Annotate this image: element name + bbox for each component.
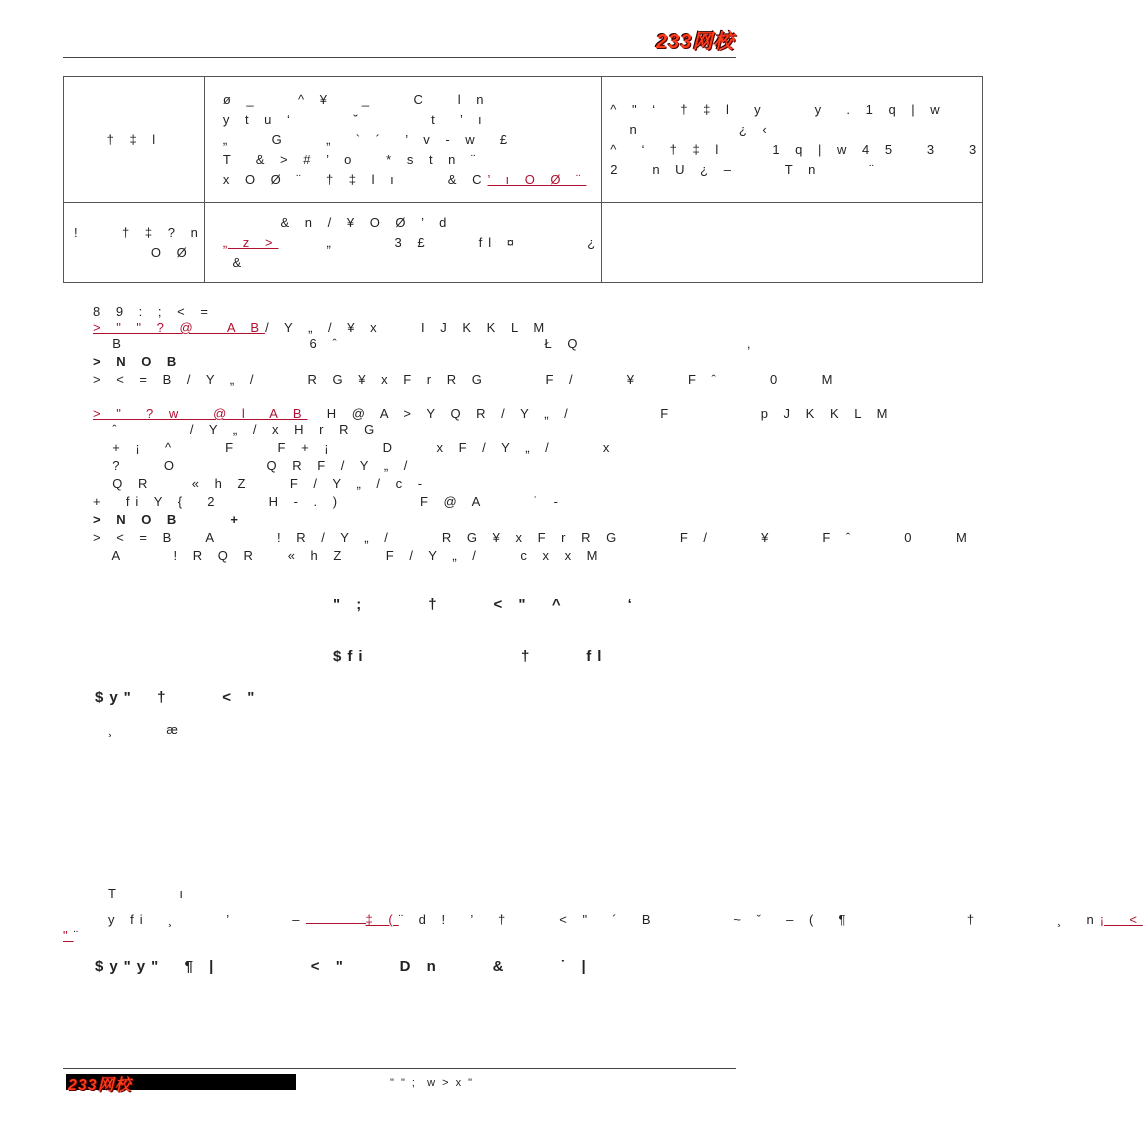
body-line: + ¡ ^ F F + ¡ D x F / Y „ / x <box>93 440 616 455</box>
subsection-heading: $y" † < " <box>95 689 261 706</box>
table-cell <box>204 203 601 283</box>
body-text: y fi ¸ ’ – <box>108 912 306 927</box>
body-link[interactable]: ‡ ( <box>365 912 399 927</box>
table-cell-line: O Ø <box>74 244 193 260</box>
body-line: + fi Y { 2 H - . ) F @ A ˙ - <box>93 494 564 509</box>
subsection-heading: $y"y" ¶ | < " D n & ˙ | <box>95 958 592 975</box>
body-line: A ! R Q R « h Z F / Y „ / c x x M <box>93 548 604 563</box>
table-link[interactable]: „ z > <box>222 234 279 250</box>
table-cell-line <box>223 170 601 190</box>
body-line <box>93 406 893 422</box>
table-row <box>64 203 983 283</box>
section-heading: $fi † fl <box>333 648 608 665</box>
table-cell <box>602 203 983 283</box>
table-cell-line: „ G „ ` ´ ’ v - w £ <box>222 131 514 147</box>
table-cell-line: ! † ‡ ? n <box>74 224 204 240</box>
table-cell-line: n ¿ ‹ <box>610 121 773 137</box>
blank-underline <box>306 923 366 924</box>
header-rule <box>63 57 736 58</box>
table-cell <box>602 77 983 203</box>
subsection-note: ¸ æ <box>108 722 184 737</box>
body-text: H @ A > Y Q R / Y „ / F p J K K L M <box>307 406 894 421</box>
body-line: Q R « h Z F / Y „ / c - <box>93 476 429 491</box>
body-text: ¨ <box>73 928 84 943</box>
body-line: ? O Q R F / Y „ / <box>93 458 414 473</box>
body-line: > < = B / Y „ / R G ¥ x F r R G F / ¥ F ˆ 0 M <box>93 372 839 387</box>
table-row <box>64 77 983 203</box>
table-cell-text: x O Ø ¨ † ‡ l ı & C <box>222 171 488 187</box>
table-cell-line <box>223 233 601 253</box>
table-cell-line: & <box>222 254 248 270</box>
body-line: > N O B + <box>93 512 244 527</box>
footer-rule <box>63 1068 736 1069</box>
page-number: " " ; w > x " <box>390 1077 475 1089</box>
body-line: > < = B A ! R / Y „ / R G ¥ x F r R G F / ¥ F ˆ 0 M <box>93 530 973 545</box>
info-table <box>63 76 983 283</box>
body-link[interactable]: ¡ < <box>1099 912 1143 927</box>
body-line: 8 9 : ; < = <box>93 304 214 319</box>
footer-logo: 233网校 <box>68 1077 132 1094</box>
body-link[interactable]: > " ? w @ l A B <box>93 406 308 421</box>
body-line: B 6 ˆ Ł Q , <box>93 336 757 351</box>
table-cell-line: & n / ¥ O Ø ’ d <box>222 214 453 230</box>
header-logo: 233网校 <box>656 31 735 53</box>
body-text: / Y „ / ¥ x I J K K L M <box>265 320 551 335</box>
table-link[interactable]: ’ ı O Ø ¨ <box>487 171 587 187</box>
body-line <box>93 320 550 336</box>
table-cell-text: † ‡ l <box>106 131 162 147</box>
body-line <box>63 928 84 944</box>
table-cell-line: T & > # ’ o * s t n ¨ <box>222 151 482 167</box>
table-cell-line: ø _ ^ ¥ _ C l n <box>222 91 490 107</box>
table-cell <box>64 77 205 203</box>
table-cell-text: „ 3 £ fl ¤ ¿ <box>278 234 602 250</box>
body-line: T ı <box>108 886 189 901</box>
table-cell-line: ^ ‘ † ‡ l 1 q | w 4 5 3 3 <box>610 141 983 157</box>
table-cell-line: ^ " ‘ † ‡ l y y . 1 q | w <box>610 101 946 117</box>
body-text: ¨ d ! ’ † < " ´ B ~ ˇ – ( ¶ † ¸ n <box>398 912 1100 927</box>
body-link[interactable]: " <box>63 928 74 943</box>
body-line: ˆ / Y „ / x H r R G <box>93 422 381 437</box>
body-line: > N O B <box>93 354 183 369</box>
section-heading: " ; † < " ^ ‘ <box>333 596 638 613</box>
body-link[interactable]: > " " ? @ A B <box>93 320 266 335</box>
table-cell <box>204 77 601 203</box>
table-cell <box>64 203 205 283</box>
body-line <box>108 912 1143 928</box>
table-cell-line: 2 n U ¿ – T n ¨ <box>610 161 880 177</box>
table-cell-line: y t u ‘ ˘ t ’ ı <box>222 111 488 127</box>
